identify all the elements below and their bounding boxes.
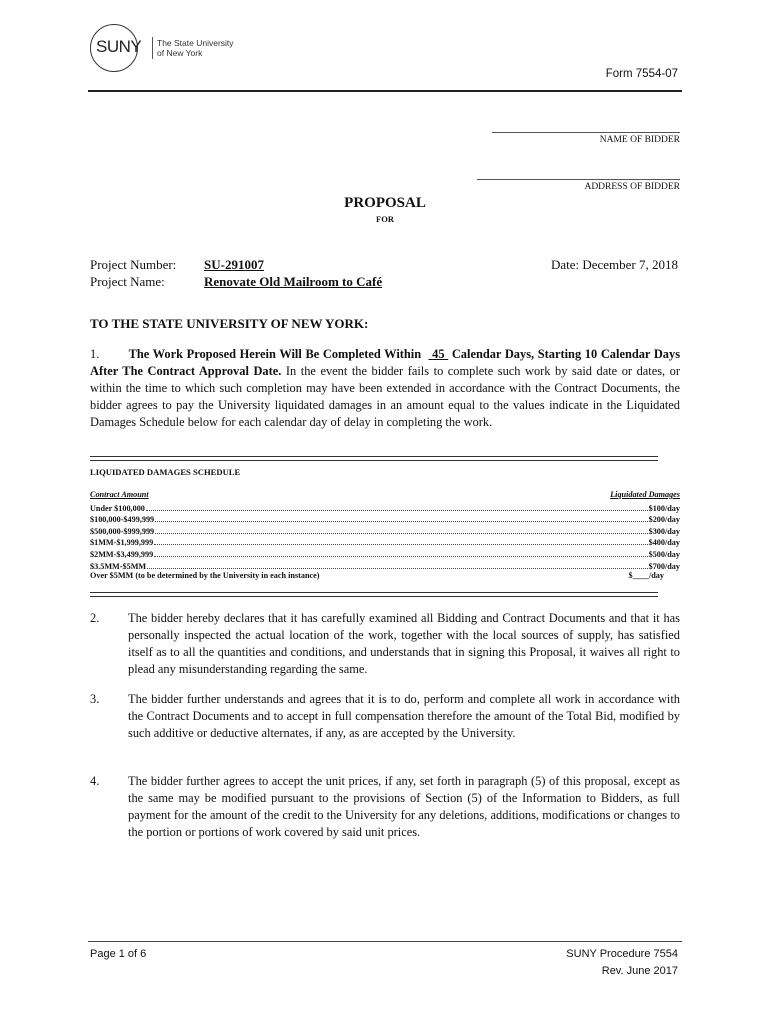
table-row: [90, 501, 680, 513]
paragraph-text: The bidder hereby declares that it has carefully examined all Bidding and Contract Documents and that it has personally inspected the actual location of the work, together with the local sources of supply, has satisfied itself as to all the quantities and conditions, and understands that in signing this Proposal, it waives all right to plead any misunderstanding regarding the same.: [128, 611, 680, 676]
ld-damages: $300/day: [648, 526, 680, 536]
paragraph-3: [90, 691, 680, 761]
suny-logo: [90, 24, 250, 74]
ld-damages: $100/day: [648, 503, 680, 513]
logo-tagline-2: of New York: [157, 48, 203, 58]
paragraph-1: [90, 346, 680, 431]
ld-damages-blank[interactable]: $____/day: [628, 570, 664, 580]
paragraph-number: 2.: [90, 611, 100, 625]
bidder-name-line[interactable]: [492, 132, 680, 133]
ld-amount: Under $100,000: [90, 503, 145, 513]
paragraph-4: [90, 773, 680, 843]
paragraph-1-bold-a: The Work Proposed Herein Will Be Completed Within: [128, 347, 422, 361]
project-number-value: SU-291007: [204, 257, 264, 272]
ld-amount: $500,000-$999,999: [90, 526, 155, 536]
bidder-address-label: ADDRESS OF BIDDER: [584, 182, 680, 192]
project-date: Date: December 7, 2018: [550, 257, 678, 272]
header-rule: [88, 90, 682, 92]
procedure-number: SUNY Procedure 7554: [566, 948, 678, 960]
paragraph-number: 4.: [90, 774, 100, 788]
table-row: [90, 571, 680, 583]
table-row: [90, 559, 680, 571]
completion-days: 45: [432, 347, 445, 361]
paragraph-1-bold-b: Calendar Days, Starting 10 Calendar Days After The Contract Approval Date.: [90, 347, 681, 378]
ld-col-damages: Liquidated Damages: [610, 490, 680, 499]
revision-date: Rev. June 2017: [601, 965, 678, 977]
ld-amount: $1MM-$1,999,999: [90, 538, 154, 548]
ld-schedule-table: [90, 490, 680, 583]
addressee: TO THE STATE UNIVERSITY OF NEW YORK:: [90, 316, 369, 331]
project-name-label: Project Name:: [90, 274, 165, 289]
ld-amount: $3.5MM-$5MM: [90, 561, 147, 571]
project-number-label: Project Number:: [90, 257, 177, 272]
ld-header-row: [90, 490, 680, 501]
page-number: Page 1 of 6: [90, 948, 147, 960]
ld-damages: $500/day: [648, 549, 680, 559]
ld-amount: $100,000-$499,999: [90, 515, 155, 525]
logo-divider: [152, 37, 153, 59]
paragraph-2: [90, 610, 680, 680]
page-title: PROPOSAL: [344, 195, 426, 211]
page-subtitle: FOR: [376, 214, 394, 224]
ld-col-amount: Contract Amount: [90, 490, 149, 499]
logo-text: SUNY: [96, 37, 142, 56]
ld-amount-over-5mm: Over $5MM (to be determined by the University in each instance): [90, 570, 320, 580]
footer-rule: [88, 941, 682, 942]
ld-schedule-title: LIQUIDATED DAMAGES SCHEDULE: [90, 467, 241, 477]
ld-damages: $700/day: [648, 561, 680, 571]
table-row: [90, 524, 680, 536]
double-rule-top: [90, 456, 658, 461]
table-row: [90, 547, 680, 559]
paragraph-1-text: In the event the bidder fails to complete such work by said date or dates, or within the time to which such completion may have been extended in accordance with the Contract Documents, the bidder agrees to pay the University liquidated damages in an amount equal to the values indicate in the Liquidated Damages Schedule below for each calendar day of delay in completing the work.: [90, 364, 681, 429]
ld-damages: $400/day: [648, 538, 680, 548]
project-name-value: Renovate Old Mailroom to Café: [204, 274, 383, 289]
table-row: [90, 536, 680, 548]
paragraph-text: The bidder further understands and agrees that it is to do, perform and complete all work in accordance with the Contract Documents and to accept in full compensation therefore the amount of the Total Bid, modified by such additive or deductive alternates, if any, as are accepted by the University.: [128, 692, 680, 740]
double-rule-bottom: [90, 592, 658, 597]
paragraph-1-number: 1.: [90, 347, 100, 361]
bidder-name-label: NAME OF BIDDER: [599, 135, 680, 145]
table-row: [90, 513, 680, 525]
paragraph-text: The bidder further agrees to accept the unit prices, if any, set forth in paragraph (5) of this proposal, except as the same may be modified pursuant to the provisions of Section (5) of the Information to Bidders, as full payment for the amount of the credit to the University for any deletions, additions, modifications or changes to the portion or portions of work covered by said unit prices.: [128, 774, 680, 839]
form-number: Form 7554-07: [605, 68, 678, 80]
paragraph-number: 3.: [90, 692, 100, 706]
bidder-address-line[interactable]: [477, 179, 680, 180]
ld-amount: $2MM-$3,499,999: [90, 549, 154, 559]
logo-tagline-1: The State University: [157, 38, 234, 48]
ld-damages: $200/day: [648, 515, 680, 525]
